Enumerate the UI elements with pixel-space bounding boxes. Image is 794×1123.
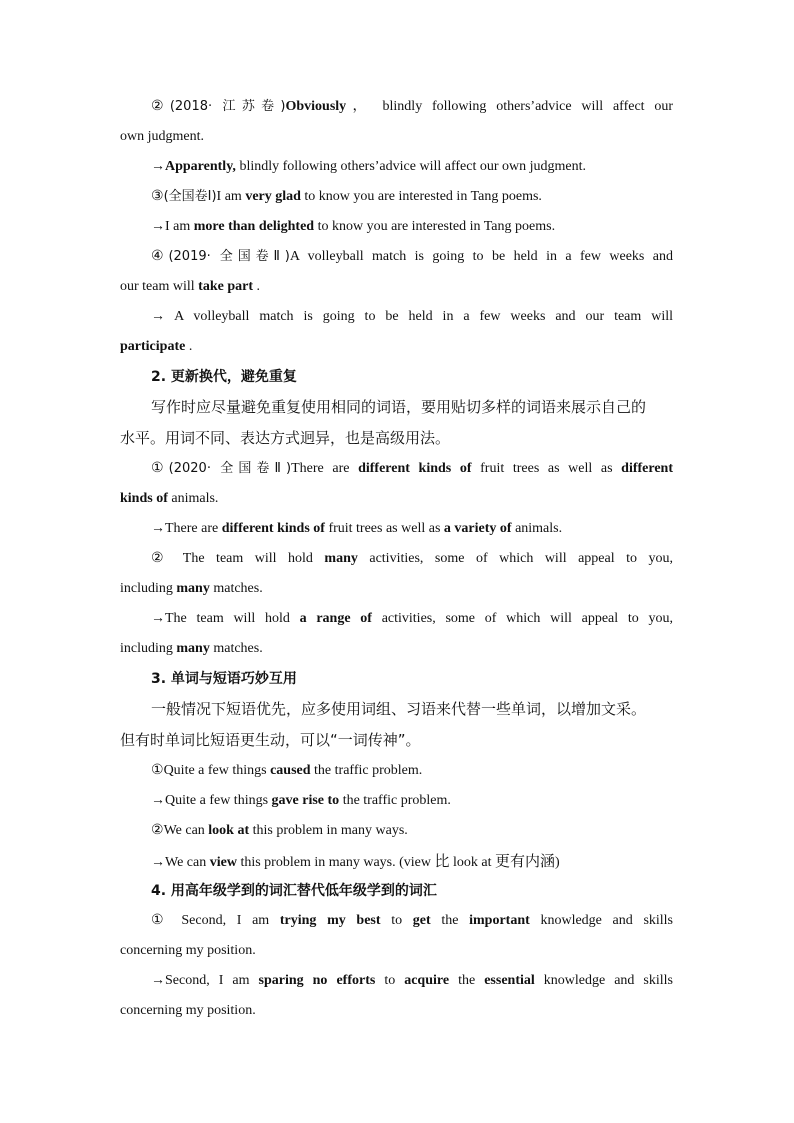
sentence-text: A volleyball match is going to be held in a few weeks and our team will <box>165 309 673 324</box>
sentence-text: Quite a few things <box>165 793 272 808</box>
sentence-text: knowledge and skills <box>534 973 673 988</box>
chinese-note: 比 <box>434 852 450 870</box>
sentence-text: Second, I am <box>165 973 259 988</box>
arrow-icon: → <box>151 309 165 324</box>
sentence-text: this problem in many ways. (view <box>236 855 435 870</box>
sentence-text: to <box>380 913 413 928</box>
example-line <box>120 122 673 152</box>
chinese-note: 更有内涵 <box>495 852 556 870</box>
bold-phrase: acquire <box>404 973 450 988</box>
section-description: 一般情况下短语优先，应多使用词组、习语来代替一些单词，以增加文采。 <box>151 700 647 718</box>
bold-phrase: many <box>176 581 210 596</box>
revised-line <box>120 996 673 1026</box>
sentence-text: our team will <box>120 279 199 294</box>
sentence-text: to know you are interested in Tang poems. <box>314 219 556 234</box>
circled-number: ② <box>151 551 172 566</box>
bold-phrase: Obviously <box>285 99 347 114</box>
section-heading: 2. 更新换代，避免重复 <box>151 369 297 385</box>
example-line <box>120 272 673 302</box>
revised-line <box>120 332 673 362</box>
circled-number: ② <box>151 823 164 838</box>
section-description: 但有时单词比短语更生动，可以“一词传神”。 <box>120 731 421 749</box>
revised-line <box>120 604 673 634</box>
bold-phrase: a range of <box>299 611 372 626</box>
example-line <box>120 544 673 574</box>
sentence-text: activities, some of which will appeal to you, <box>357 551 673 566</box>
sentence-text: animals. <box>167 491 219 506</box>
example-line <box>120 92 673 122</box>
sentence-text: There are <box>291 461 359 476</box>
circled-number: ① <box>151 913 171 928</box>
sentence-text: Quite a few things <box>163 763 271 778</box>
source-tag: (2020· 全国卷Ⅱ) <box>168 461 292 476</box>
bold-phrase: look at <box>208 823 250 838</box>
sentence-text: We can <box>163 823 209 838</box>
source-tag: (全国卷Ⅰ) <box>163 189 217 204</box>
sentence-text: . <box>252 279 260 294</box>
sentence-text: The team will hold <box>165 611 300 626</box>
example-line <box>120 454 673 484</box>
sentence-text: own judgment. <box>120 129 204 144</box>
revised-line <box>120 302 673 332</box>
revised-line <box>120 514 673 544</box>
bold-phrase: a variety of <box>443 521 512 536</box>
sentence-text: to know you are interested in Tang poems. <box>300 189 542 204</box>
section-heading: 4. 用高年级学到的词汇替代低年级学到的词汇 <box>151 883 437 899</box>
bold-phrase: very glad <box>245 189 301 204</box>
sentence-text: matches. <box>209 641 263 656</box>
bold-phrase: view <box>209 855 237 870</box>
sentence-text: . <box>185 339 193 354</box>
bold-phrase: caused <box>270 763 311 778</box>
example-line <box>120 816 673 846</box>
arrow-icon: → <box>151 973 165 988</box>
sentence-text: activities, some of which will appeal to you, <box>371 611 673 626</box>
sentence-text: ) <box>555 855 560 870</box>
circled-number: ① <box>151 461 169 476</box>
sentence-text: look at <box>449 855 495 870</box>
bold-phrase: Apparently, <box>165 159 236 174</box>
section-description: 写作时应尽量避免重复使用相同的词语，要用贴切多样的词语来展示自己的 <box>151 398 647 416</box>
arrow-icon: → <box>151 855 165 870</box>
revised-line <box>120 786 673 816</box>
sentence-text: including <box>120 641 177 656</box>
sentence-text: blindly following others’advice will affect our own judgment. <box>235 159 586 174</box>
sentence-text: the <box>449 973 485 988</box>
revised-line <box>120 634 673 664</box>
arrow-icon: → <box>151 521 165 536</box>
arrow-icon: → <box>151 793 165 808</box>
example-line <box>120 484 673 514</box>
bold-phrase: different kinds of <box>358 461 472 476</box>
example-line <box>120 936 673 966</box>
sentence-text: fruit trees as well as <box>324 521 444 536</box>
bold-phrase: trying my best <box>279 913 381 928</box>
arrow-icon: → <box>151 611 165 626</box>
example-line <box>120 574 673 604</box>
bold-phrase: different kinds of <box>221 521 325 536</box>
sentence-text: the <box>430 913 470 928</box>
sentence-text: A volleyball match is going to be held in a few weeks and <box>289 249 673 264</box>
sentence-text: Second, I am <box>170 913 280 928</box>
revised-line <box>120 846 673 876</box>
bold-phrase: different <box>621 461 673 476</box>
sentence-text: to <box>375 973 405 988</box>
circled-number: ① <box>151 763 164 778</box>
sentence-text: including <box>120 581 177 596</box>
bold-phrase: gave rise to <box>271 793 340 808</box>
example-line <box>120 182 673 212</box>
sentence-text: There are <box>165 521 222 536</box>
revised-line <box>120 966 673 996</box>
sentence-text: We can <box>165 855 210 870</box>
bold-phrase: more than delighted <box>193 219 315 234</box>
revised-line <box>120 212 673 242</box>
sentence-text: concerning my position. <box>120 1003 256 1018</box>
document-page <box>120 92 673 1026</box>
bold-phrase: get <box>412 913 431 928</box>
source-tag: (2019· 全国卷Ⅱ) <box>168 249 290 264</box>
revised-line <box>120 152 673 182</box>
bold-phrase: sparing no efforts <box>258 973 376 988</box>
bold-phrase: many <box>176 641 210 656</box>
sentence-text: I am <box>165 219 194 234</box>
circled-number: ④ <box>151 249 169 264</box>
section-description: 水平。用词不同、表达方式迥异，也是高级用法。 <box>120 429 451 447</box>
sentence-text: matches. <box>209 581 263 596</box>
sentence-text: animals. <box>511 521 563 536</box>
bold-phrase: essential <box>484 973 535 988</box>
arrow-icon: → <box>151 159 165 174</box>
circled-number: ② <box>151 99 170 114</box>
example-line <box>120 906 673 936</box>
sentence-text: knowledge and skills <box>529 913 673 928</box>
bold-phrase: important <box>469 913 530 928</box>
sentence-text: The team will hold <box>171 551 325 566</box>
source-tag: (2018· 江苏卷) <box>169 99 286 114</box>
circled-number: ③ <box>151 189 164 204</box>
example-line <box>120 242 673 272</box>
sentence-text: this problem in many ways. <box>249 823 408 838</box>
sentence-text: concerning my position. <box>120 943 256 958</box>
arrow-icon: → <box>151 219 165 234</box>
sentence-text: ， blindly following others’advice will affect our <box>346 99 673 114</box>
sentence-text: I am <box>216 189 246 204</box>
example-line <box>120 756 673 786</box>
sentence-text: fruit trees as well as <box>471 461 622 476</box>
sentence-text: the traffic problem. <box>310 763 423 778</box>
bold-phrase: take part <box>198 279 253 294</box>
sentence-text: the traffic problem. <box>339 793 451 808</box>
bold-phrase: many <box>324 551 358 566</box>
bold-phrase: kinds of <box>120 491 168 506</box>
bold-phrase: participate <box>120 339 186 354</box>
section-heading: 3. 单词与短语巧妙互用 <box>151 671 297 687</box>
